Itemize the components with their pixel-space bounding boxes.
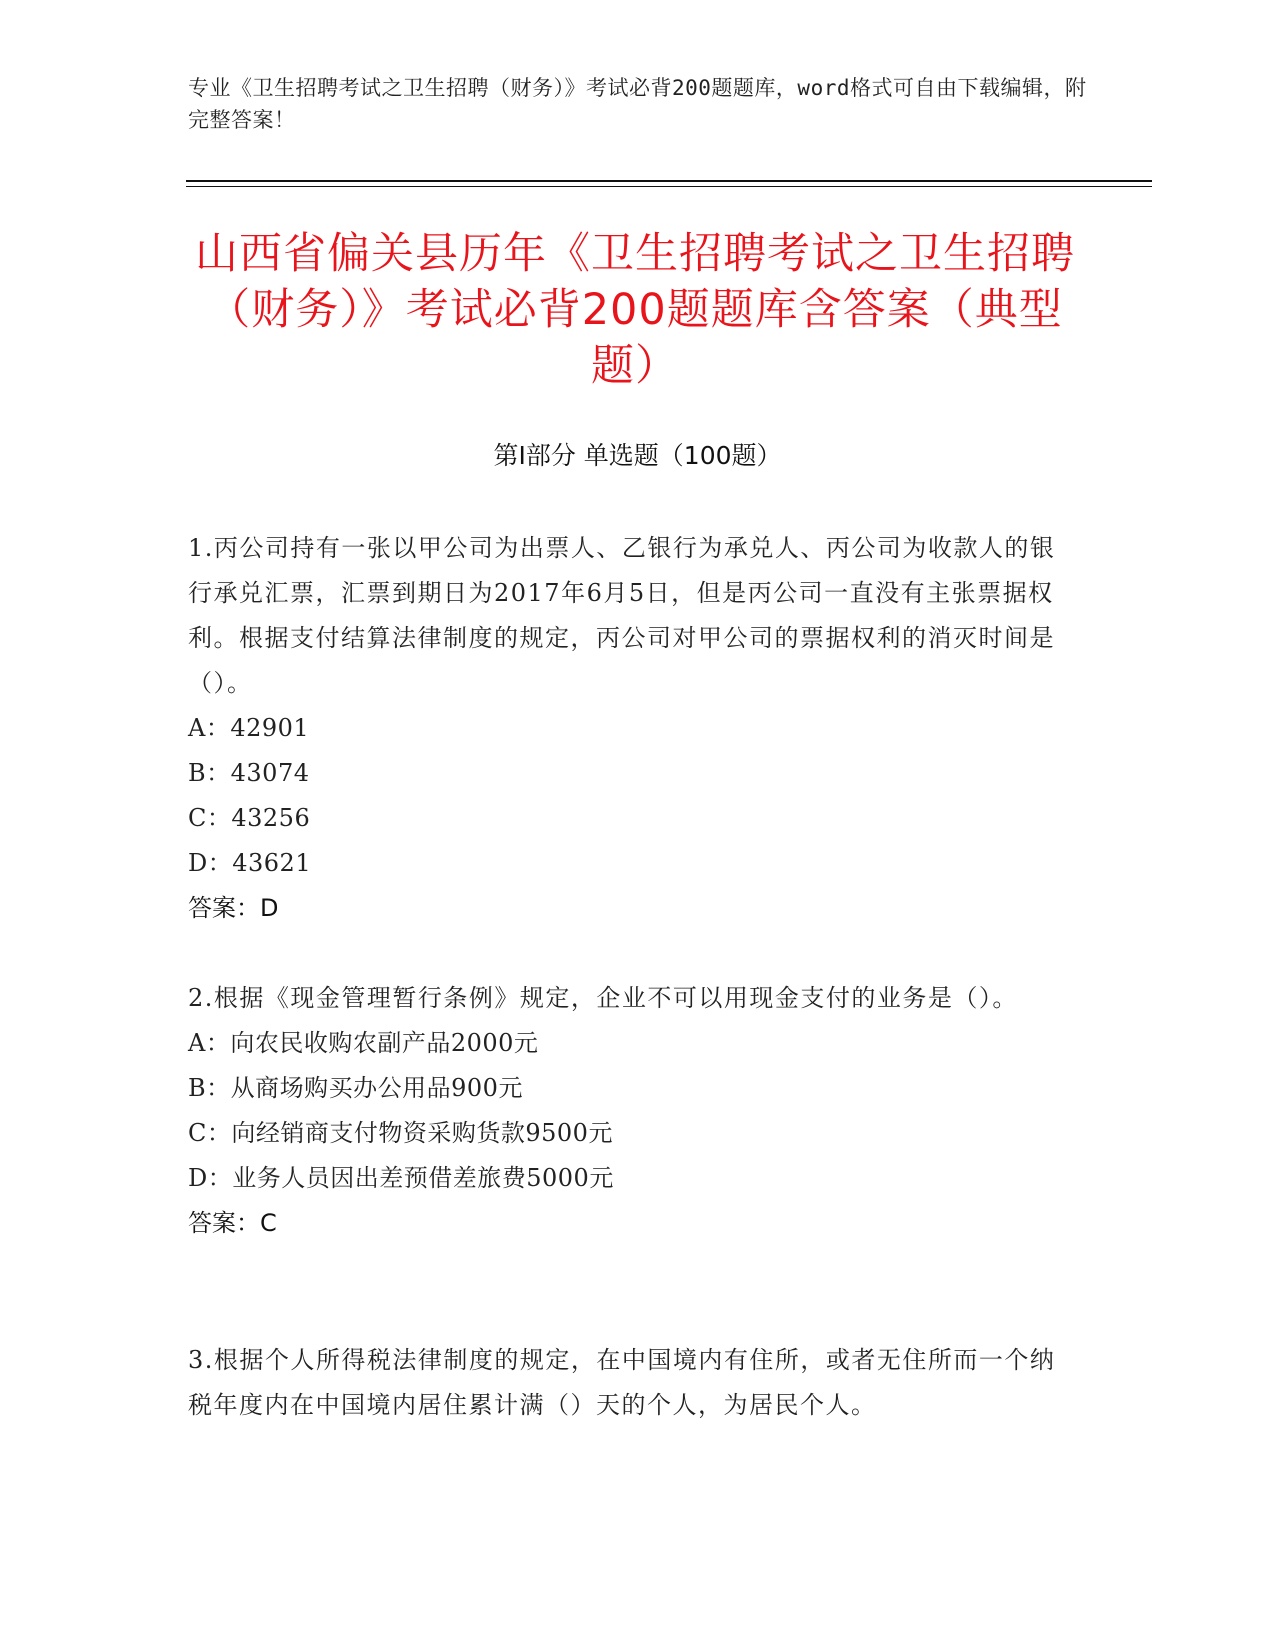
option-b: B：从商场购买办公用品900元 bbox=[188, 1074, 523, 1102]
answer: 答案：D bbox=[188, 894, 279, 922]
document-title: 山西省偏关县历年《卫生招聘考试之卫生招聘（财务）》考试必背200题题库含答案（典型题） bbox=[195, 229, 1075, 391]
option-c: C：43256 bbox=[188, 804, 311, 832]
option-b: B：43074 bbox=[188, 759, 310, 787]
option-c: C：向经销商支付物资采购货款9500元 bbox=[188, 1119, 613, 1147]
question-1 bbox=[188, 526, 1068, 931]
option-d: D：业务人员因出差预借差旅费5000元 bbox=[188, 1164, 614, 1192]
section-heading: 第Ⅰ部分 单选题（100题） bbox=[493, 441, 782, 470]
question-3 bbox=[188, 1338, 1068, 1428]
question-stem: 2.根据《现金管理暂行条例》规定，企业不可以用现金支付的业务是（）。 bbox=[188, 984, 1018, 1012]
question-stem: 1.丙公司持有一张以甲公司为出票人、乙银行为承兑人、丙公司为收款人的银行承兑汇票，汇票到期日为2017年6月5日，但是丙公司一直没有主张票据权利。根据支付结算法律制度的规定，丙公司对甲公司的票据权利的消灭时间是（）。 bbox=[188, 534, 1056, 697]
option-d: D：43621 bbox=[188, 849, 312, 877]
header-note: 专业《卫生招聘考试之卫生招聘（财务）》考试必背200题题库，word格式可自由下载编辑，附完整答案！ bbox=[188, 76, 1087, 132]
header-divider-thick bbox=[186, 180, 1152, 182]
answer: 答案：C bbox=[188, 1209, 277, 1237]
question-stem: 3.根据个人所得税法律制度的规定，在中国境内有住所，或者无住所而一个纳税年度内在中国境内居住累计满（）天的个人，为居民个人。 bbox=[188, 1346, 1056, 1419]
option-a: A：42901 bbox=[188, 714, 310, 742]
question-2 bbox=[188, 976, 1068, 1246]
header-divider-thin bbox=[186, 186, 1152, 187]
option-a: A：向农民收购农副产品2000元 bbox=[188, 1029, 539, 1057]
